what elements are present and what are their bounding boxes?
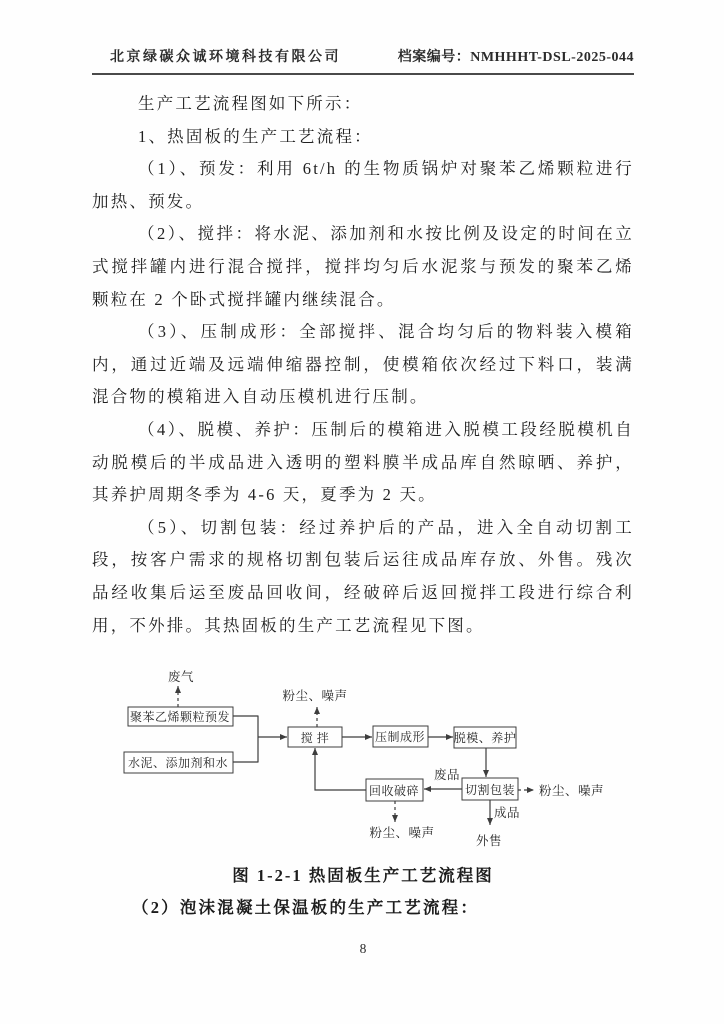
section-2-heading: （2）泡沫混凝土保温板的生产工艺流程： <box>132 898 480 918</box>
paragraph-step-4: （4）、脱模、养护：压制后的模箱进入脱模工段经脱模机自动脱模后的半成品进入透明的塑料膜半成品库自然晾晒、养护，其养护周期冬季为 4-6 天，夏季为 2 天。 <box>92 419 634 505</box>
paragraph-step-5: （5）、切割包装：经过养护后的产品，进入全自动切割工段，按客户需求的规格切割包装后运往成品库存放、外售。残次品经收集后运至废品回收间，经破碎后返回搅拌工段进行综合利用，不外排。其热固板的生产工艺流程见下图。 <box>92 517 634 635</box>
document-number-value: NMHHHT-DSL-2025-044 <box>470 50 634 65</box>
paragraph-step-1: （1）、预发：利用 6t/h 的生物质锅炉对聚苯乙烯颗粒进行加热、预发。 <box>92 159 634 211</box>
arrow-recycling-return <box>315 748 366 790</box>
node-materials: 水泥、添加剂和水 <box>127 756 229 771</box>
node-mixing: 搅 拌 <box>300 731 330 746</box>
paragraph-step-2: （2）、搅拌：将水泥、添加剂和水按比例及设定的时间在立式搅拌罐内进行混合搅拌，搅拌均匀后水泥浆与预发的聚苯乙烯颗粒在 2 个卧式搅拌罐内继续混合。 <box>92 224 634 309</box>
paragraph-section-1: 1、热固板的生产工艺流程： <box>138 126 373 146</box>
document-number <box>398 46 634 66</box>
page-header <box>92 46 634 75</box>
page-number: 8 <box>359 941 367 957</box>
outbound-sale-label: 外售 <box>475 834 503 849</box>
paragraph-step-3: （3）、压制成形：全部搅拌、混合均匀后的物料装入模箱内，通过近端及远端伸缩器控制，使模箱依次经过下料口，装满混合物的模箱进入自动压模机进行压制。 <box>92 322 634 407</box>
figure-caption: 图 1-2-1 热固板生产工艺流程图 <box>232 866 494 886</box>
finished-product-label: 成品 <box>494 806 521 821</box>
paragraph-intro: 生产工艺流程图如下所示： <box>138 94 363 113</box>
waste-gas-label: 废气 <box>167 670 195 685</box>
dust-noise-recycling-label: 粉尘、噪声 <box>369 826 435 841</box>
body-text <box>92 88 634 642</box>
node-pre-expansion: 聚苯乙烯颗粒预发 <box>129 710 231 725</box>
document-number-label: 档案编号： <box>397 50 471 65</box>
dust-noise-cutting-label: 粉尘、噪声 <box>539 784 605 799</box>
node-demolding: 脱模、养护 <box>453 731 517 746</box>
dust-noise-mixing-label: 粉尘、噪声 <box>282 689 348 704</box>
process-flowchart <box>92 660 636 855</box>
company-name: 北京绿碳众诚环境科技有限公司 <box>110 50 341 65</box>
node-cutting: 切割包装 <box>464 783 516 798</box>
node-pressing: 压制成形 <box>374 730 426 745</box>
node-recycling: 回收破碎 <box>368 784 420 799</box>
waste-scrap-label: 废品 <box>433 768 461 783</box>
